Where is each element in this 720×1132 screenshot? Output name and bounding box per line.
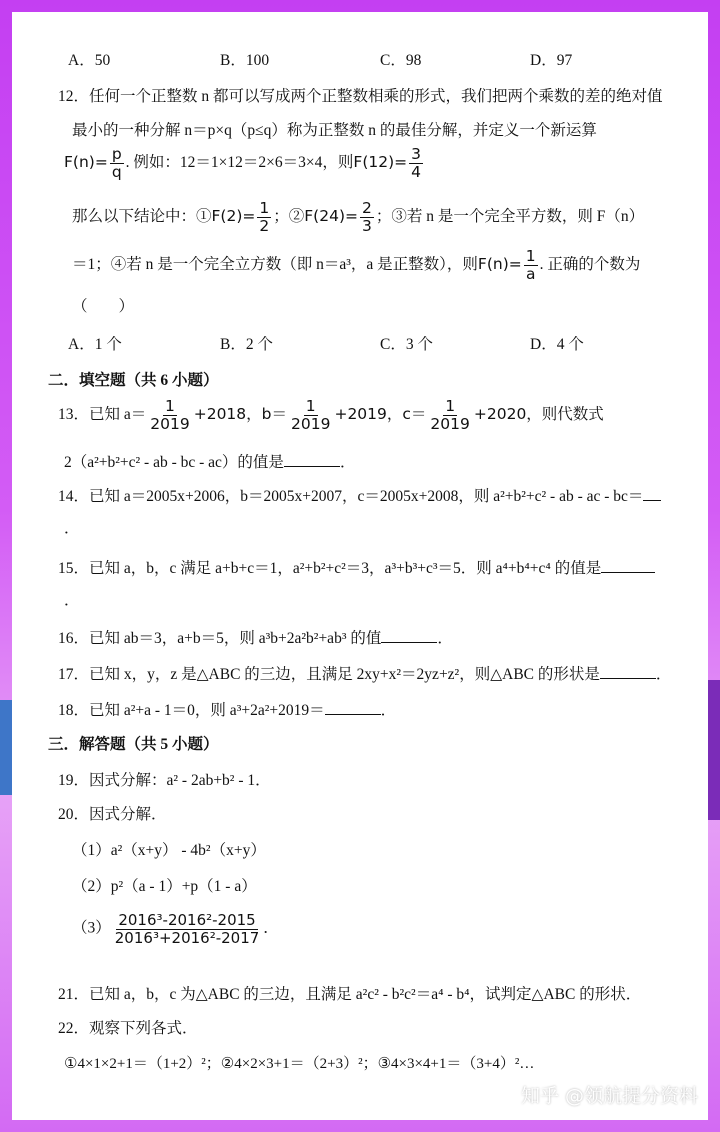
- q15-line: 15．已知 a，b，c 满足 a+b+c＝1，a²+b²+c²＝3，a³+b³+c³＝5．则 a⁴+b⁴+c⁴ 的值是: [58, 556, 655, 578]
- right-accent-bar: [708, 680, 720, 820]
- q13-line-1: 13．已知 a＝ $\frac{1}{2019}$ +2018，b＝ $\frac{1}{2019}$ +2019，c＝ $\frac{1}{2019}$ +2020，则代数式: [58, 397, 604, 434]
- q12-line-2: 最小的一种分解 n＝p×q（p≤q）称为正整数 n 的最佳分解，并定义一个新运算: [72, 122, 597, 139]
- q14-line: 14．已知 a＝2005x+2006，b＝2005x+2007，c＝2005x+2008，则 a²+b²+c² - ab - ac - bc＝: [58, 484, 661, 506]
- q22-equations: ①4×1×2+1＝（1+2）²；②4×2×3+1＝（2+3）²；③4×3×4+1＝（3+4）²…: [64, 1056, 535, 1072]
- q20-part-2: （2）p²（a - 1）+p（1 - a）: [72, 878, 257, 895]
- zhihu-watermark: 知乎 @领航提分资料: [520, 1085, 698, 1107]
- q21-line: 21．已知 a，b，c 为△ABC 的三边，且满足 a²c² - b²c²＝a⁴ - b⁴，试判定△ABC 的形状．: [58, 986, 642, 1003]
- q11-option-a: A．50: [68, 52, 111, 69]
- q12-line-5: ＝1；④若 n 是一个完全立方数（即 n＝a³，a 是正整数），则F(n)= $\frac{1}{a}$ . 正确的个数为: [72, 247, 641, 284]
- q14-end: ．: [64, 520, 80, 537]
- q13-blank[interactable]: [284, 452, 340, 467]
- q16-line: 16．已知 ab＝3，a+b＝5，则 a³b+2a²b²+ab³ 的值 ．: [58, 630, 453, 647]
- q16-blank[interactable]: [381, 628, 437, 643]
- q12-option-b: B．2 个: [220, 336, 273, 353]
- q14-blank[interactable]: [643, 486, 661, 501]
- q12-option-c: C．3 个: [380, 336, 433, 353]
- section-3-heading: 三．解答题（共 5 小题）: [48, 736, 219, 753]
- left-accent-bar: [0, 700, 12, 795]
- q12-example-lhs: F(12)=: [353, 153, 408, 172]
- q20-part-3-fraction: $\frac{\text{2016³-2016²-2015}}{\text{2016³+2016²-2017}}$: [114, 911, 260, 947]
- q11-option-c: C．98: [380, 52, 422, 69]
- q12-example-fraction: $\frac{3}{4}$: [411, 145, 422, 182]
- q22-title: 22．观察下列各式．: [58, 1020, 198, 1037]
- q12-line-3: [64, 146, 425, 181]
- q11-option-d: D．97: [530, 52, 573, 69]
- q18-line: 18．已知 a²+a - 1＝0，则 a³+2a²+2019＝ ．: [58, 702, 397, 719]
- q11-option-b: B．100: [220, 52, 270, 69]
- q12-paren: （ ）: [72, 298, 135, 315]
- q18-blank[interactable]: [325, 700, 381, 715]
- q12-c2-fraction: $\frac{2}{3}$: [362, 199, 372, 236]
- q13-fraction-b: $\frac{1}{2019}$: [291, 397, 331, 434]
- q12-def-fraction: $\frac{p}{q}$: [111, 145, 122, 182]
- q15-blank[interactable]: [601, 558, 655, 573]
- q12-c1-fraction: $\frac{1}{2}$: [259, 199, 270, 236]
- q19-line: 19．因式分解：a² - 2ab+b² - 1．: [58, 772, 271, 789]
- q13-line-2: 2（a²+b²+c² - ab - bc - ac）的值是 ．: [64, 454, 356, 471]
- q17-line: 17．已知 x，y，z 是△ABC 的三边，且满足 2xy+x²＝2yz+z²，则△ABC 的形状是 ．: [58, 666, 672, 683]
- document-page: [12, 12, 708, 1120]
- q12-def-lhs: F(n)=: [64, 153, 108, 172]
- q12-c4-fraction: $\frac{1}{a}$: [525, 247, 536, 284]
- q13-fraction-c: $\frac{1}{2019}$: [430, 397, 470, 434]
- q13-fraction-a: $\frac{1}{2019}$: [150, 397, 190, 434]
- q15-end: ．: [64, 592, 80, 609]
- q12-line-1: 12．任何一个正整数 n 都可以写成两个正整数相乘的形式，我们把两个乘数的差的绝对值: [58, 88, 663, 105]
- q12-option-a: A．1 个: [68, 336, 122, 353]
- q12-example: . 例如：12＝1×12＝2×6＝3×4，则: [125, 154, 354, 172]
- q17-blank[interactable]: [600, 664, 656, 679]
- q20-part-1: （1）a²（x+y） - 4b²（x+y）: [72, 842, 266, 859]
- q20-title: 20．因式分解．: [58, 806, 167, 823]
- q12-option-d: D．4 个: [530, 336, 584, 353]
- q20-part-3: （3） $\frac{\text{2016³-2016²-2015}}{\text{2016³+2016²-2017}}$ ．: [72, 911, 279, 947]
- q12-line-4: 那么以下结论中：①F(2)= $\frac{1}{2}$ ；②F(24)= $\frac{2}{3}$ ；③若 n 是一个完全平方数，则 F（n）: [72, 199, 645, 236]
- section-2-heading: 二．填空题（共 6 小题）: [48, 372, 219, 389]
